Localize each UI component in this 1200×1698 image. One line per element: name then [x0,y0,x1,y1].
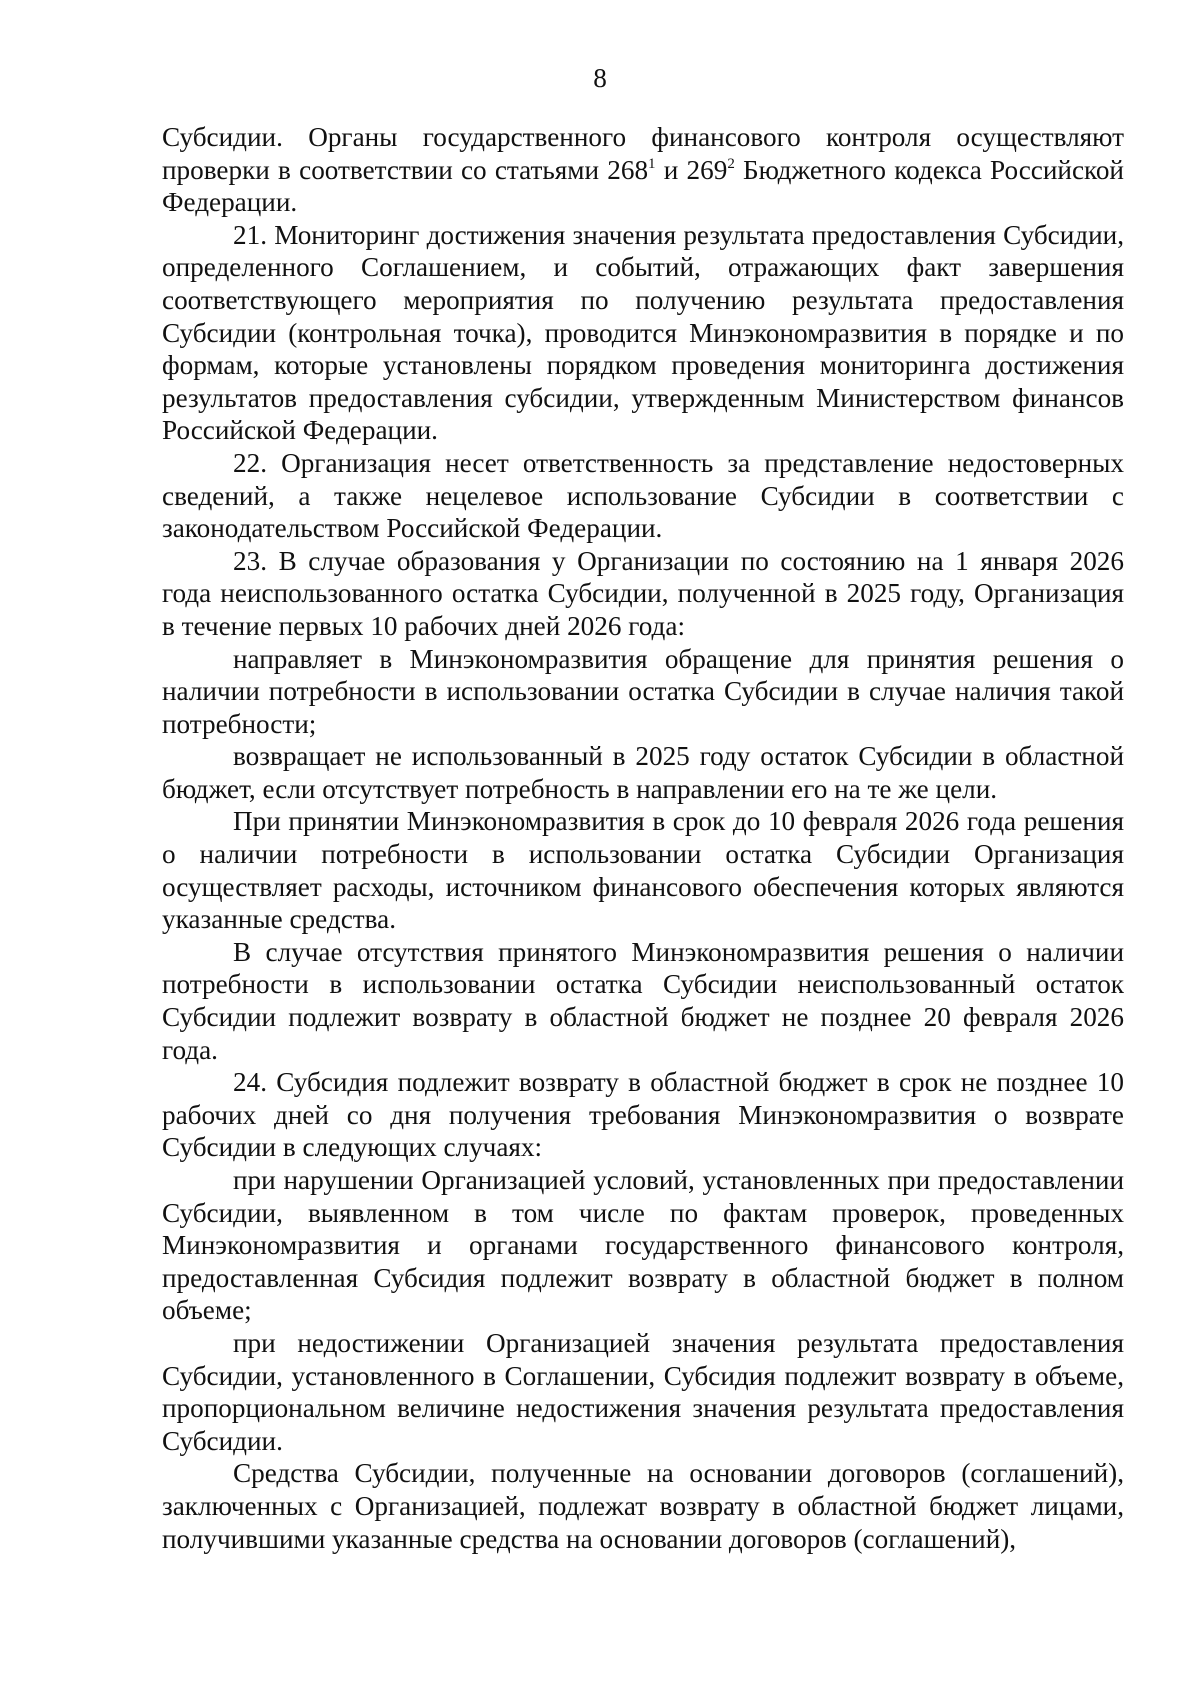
paragraph-p23d: В случае отсутствия принятого Минэкономразвития решения о наличии потребности в использовании остатка Субсидии неиспользованный остаток Субсидии подлежит возврату в областной бюджет не позднее 20 февраля 2026 года. [162,936,1124,1065]
paragraph-p24a: при нарушении Организацией условий, установленных при предоставлении Субсидии, выявленном в том числе по фактам проверок, проведенных Минэкономразвития и органами государственного финансового контроля, предоставленная Субсидия подлежит возврату в областной бюджет в полном объеме; [162,1165,1124,1326]
footnote-superscript: 2 [727,155,735,172]
paragraph-p21: 21. Мониторинг достижения значения результата предоставления Субсидии, определенного Соглашением, и событий, отражающих факт завершения соответствующего мероприятия по получению результата предоставления Субсидии (контрольная точка), проводится Минэкономразвития в порядке и по формам, которые установлены порядком проведения мониторинга достижения результатов предоставления субсидии, утвержденным Министерством финансов Российской Федерации. [162,219,1124,446]
paragraph-text-segment: Бюджетного кодекса Российской Федерации. [162,154,1124,218]
paragraph-p23c: При принятии Минэкономразвития в срок до 10 февраля 2026 года решения о наличии потребности в использовании остатка Субсидии Организация осуществляет расходы, источником финансового обеспечения которых являются указанные средства. [162,806,1124,935]
paragraph-p23a: направляет в Минэкономразвития обращение для принятия решения о наличии потребности в использовании остатка Субсидии в случае наличия такой потребности; [162,643,1124,739]
paragraph-p24: 24. Субсидия подлежит возврату в областной бюджет в срок не позднее 10 рабочих дней со дня получения требования Минэкономразвития о возврате Субсидии в следующих случаях: [162,1067,1124,1163]
footnote-superscript: 1 [648,155,656,172]
paragraph-p23: 23. В случае образования у Организации по состоянию на 1 января 2026 года неиспользованного остатка Субсидии, полученной в 2025 году, Организация в течение первых 10 рабочих дней 2026 года: [162,545,1124,641]
paragraph-text-segment: и 269 [655,154,728,185]
paragraph-p24b: при недостижении Организацией значения результата предоставления Субсидии, установленного в Соглашении, Субсидия подлежит возврату в объеме, пропорциональном величине недостижения значения результата предоставления Субсидии. [162,1327,1124,1456]
document-body [162,121,1124,1555]
paragraph-p23b: возвращает не использованный в 2025 году остаток Субсидии в областной бюджет, если отсутствует потребность в направлении его на те же цели. [162,741,1124,804]
paragraph-p0 [162,121,1124,219]
paragraph-p22: 22. Организация несет ответственность за представление недостоверных сведений, а также нецелевое использование Субсидии в соответствии с законодательством Российской Федерации. [162,447,1124,544]
page-number: 8 [593,63,607,93]
paragraph-text-segment: Субсидии. Органы государственного финансового контроля осуществляют проверки в соответствии со статьями 268 [162,122,1124,185]
paragraph-p24c: Средства Субсидии, полученные на основании договоров (соглашений), заключенных с Организацией, подлежат возврату в областной бюджет лицами, получившими указанные средства на основании договоров (соглашений), [162,1458,1124,1554]
